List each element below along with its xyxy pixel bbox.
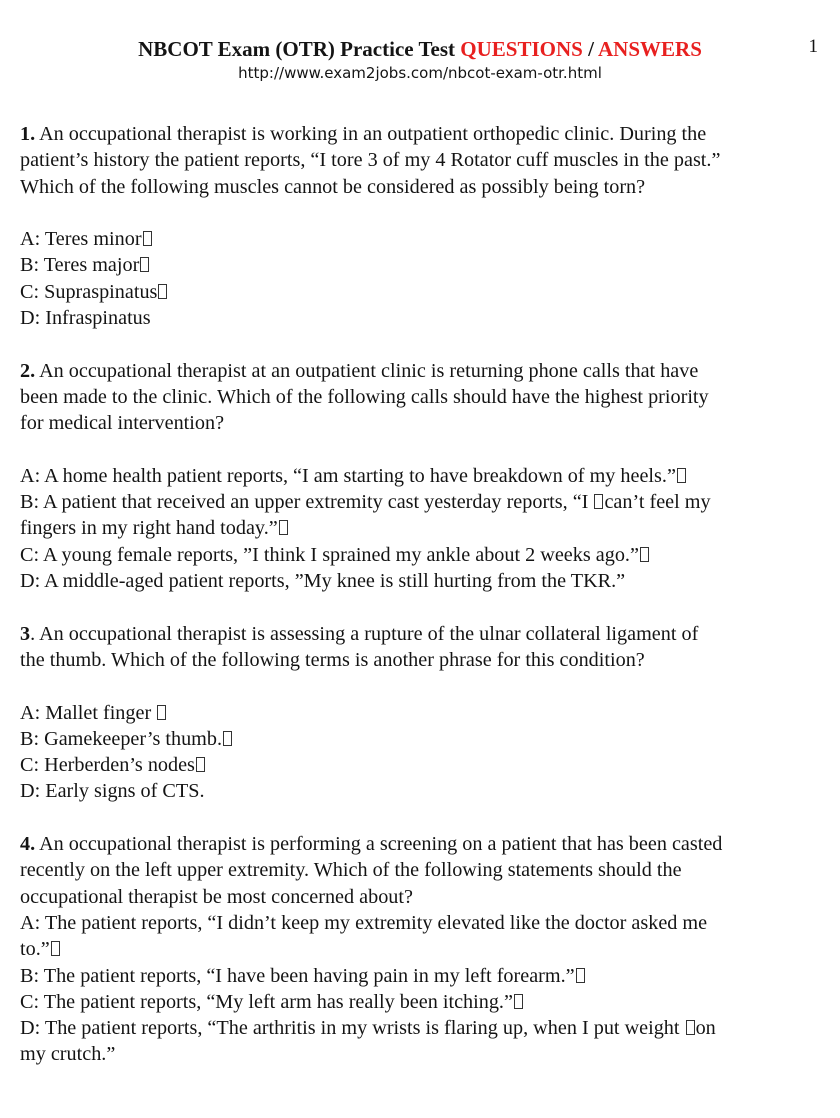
option-4b: B: The patient reports, “I have been having pain in my left forearm.” xyxy=(20,963,825,989)
option-2d: D: A middle-aged patient reports, ”My knee is still hurting from the TKR.” xyxy=(20,570,626,593)
question-4-line-1: 4. An occupational therapist is performing a screening on a patient that has been casted xyxy=(20,833,723,856)
source-url[interactable]: http://www.exam2jobs.com/nbcot-exam-otr.html xyxy=(238,64,602,82)
option-1b: B: Teres major xyxy=(20,252,825,278)
question-4-line-3: occupational therapist be most concerned about? xyxy=(20,885,413,908)
option-4c: C: The patient reports, “My left arm has really been itching.” xyxy=(20,989,825,1015)
option-4a: A: The patient reports, “I didn’t keep my extremity elevated like the doctor asked me xyxy=(20,911,708,934)
option-2c: C: A young female reports, ”I think I sprained my ankle about 2 weeks ago.” xyxy=(20,542,825,568)
question-4-line-2: recently on the left upper extremity. Which of the following statements should the xyxy=(20,859,682,882)
title-prefix: NBCOT Exam (OTR) Practice Test xyxy=(138,37,461,61)
missing-glyph-icon xyxy=(677,468,686,483)
missing-glyph-icon xyxy=(594,494,603,509)
question-2-line-1: 2. An occupational therapist at an outpatient clinic is returning phone calls that have xyxy=(20,359,699,382)
question-3-line-2: the thumb. Which of the following terms is another phrase for this condition? xyxy=(20,648,645,671)
missing-glyph-icon xyxy=(158,284,167,299)
missing-glyph-icon xyxy=(640,547,649,562)
missing-glyph-icon xyxy=(223,731,232,746)
option-1a: A: Teres minor xyxy=(20,226,825,252)
question-4-options xyxy=(20,910,825,1068)
missing-glyph-icon xyxy=(686,1020,695,1035)
title-separator: / xyxy=(582,37,599,61)
option-3d: D: Early signs of CTS. xyxy=(20,780,205,803)
question-1-line-2: patient’s history the patient reports, “I tore 3 of my 4 Rotator cuff muscles in the past.” xyxy=(20,149,721,172)
question-2 xyxy=(20,358,825,437)
question-4 xyxy=(20,831,825,910)
question-2-line-2: been made to the clinic. Which of the following calls should have the highest priority xyxy=(20,385,709,408)
option-3c: C: Herberden’s nodes xyxy=(20,752,825,778)
document-body xyxy=(20,121,825,1068)
page-number: 1 xyxy=(808,36,818,57)
page-title xyxy=(0,36,840,62)
question-1-number: 1. xyxy=(20,123,36,145)
title-answers: ANSWERS xyxy=(598,37,702,61)
missing-glyph-icon xyxy=(157,705,166,720)
option-4d: D: The patient reports, “The arthritis in my wrists is flaring up, when I put weight on xyxy=(20,1017,716,1040)
question-1-options xyxy=(20,226,825,331)
option-1c: C: Supraspinatus xyxy=(20,279,825,305)
missing-glyph-icon xyxy=(279,520,288,535)
question-3-number: 3 xyxy=(20,622,31,645)
title-questions: QUESTIONS xyxy=(460,37,583,61)
missing-glyph-icon xyxy=(514,994,523,1009)
question-3-options xyxy=(20,700,825,805)
question-3-line-1: 3. An occupational therapist is assessing a rupture of the ulnar collateral ligament of xyxy=(20,622,699,645)
question-4-number: 4. xyxy=(20,833,36,856)
option-3b: B: Gamekeeper’s thumb. xyxy=(20,726,825,752)
question-2-number: 2. xyxy=(20,359,36,382)
question-2-line-3: for medical intervention? xyxy=(20,412,225,435)
option-4a-cont: to.” xyxy=(20,936,825,962)
question-1-line-3: Which of the following muscles cannot be considered as possibly being torn? xyxy=(20,175,646,198)
question-1-line-1: 1. An occupational therapist is working in an outpatient orthopedic clinic. During the xyxy=(20,123,707,145)
missing-glyph-icon xyxy=(140,257,149,272)
question-3 xyxy=(20,621,825,674)
option-2b-cont: fingers in my right hand today.” xyxy=(20,515,825,541)
option-3a: A: Mallet finger xyxy=(20,700,825,726)
missing-glyph-icon xyxy=(576,968,585,983)
missing-glyph-icon xyxy=(196,757,205,772)
missing-glyph-icon xyxy=(51,941,60,956)
option-2a: A: A home health patient reports, “I am starting to have breakdown of my heels.” xyxy=(20,463,825,489)
option-4d-cont: my crutch.” xyxy=(20,1043,116,1066)
option-1d: D: Infraspinatus xyxy=(20,307,151,330)
question-2-options xyxy=(20,463,825,594)
missing-glyph-icon xyxy=(143,231,152,246)
option-2b: B: A patient that received an upper extremity cast yesterday reports, “I can’t feel my xyxy=(20,491,711,514)
question-1 xyxy=(20,121,825,200)
